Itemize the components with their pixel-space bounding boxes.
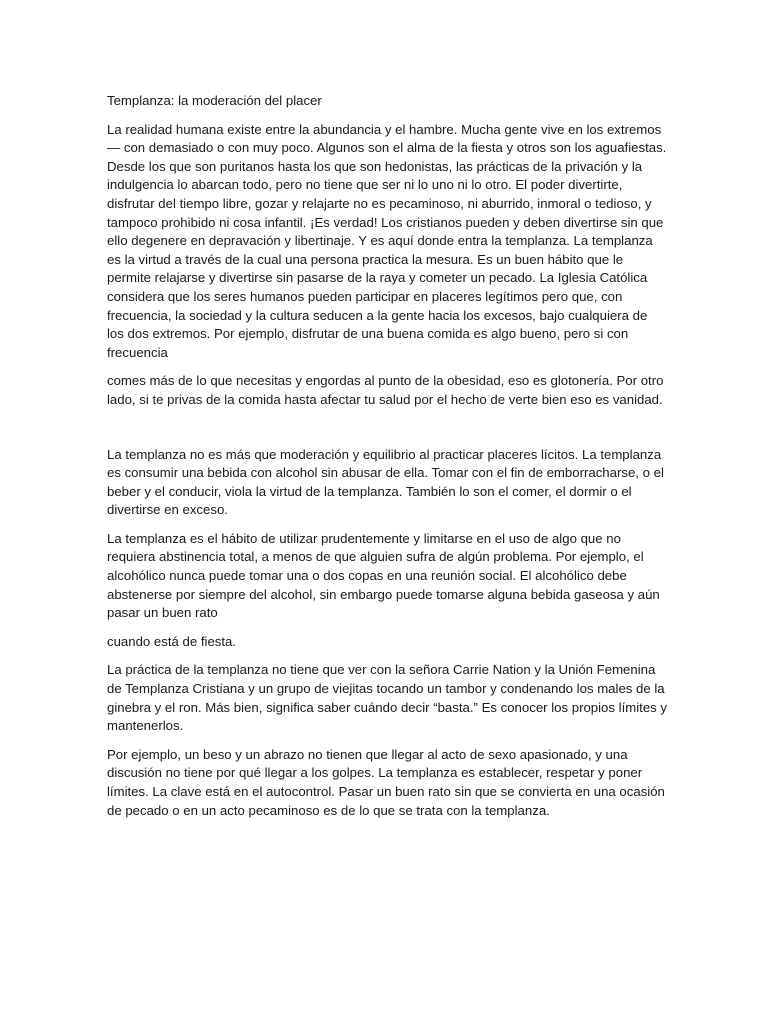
paragraph-2: comes más de lo que necesitas y engordas al punto de la obesidad, eso es glotonería. Por otro lado, si te privas de la comida hasta afectar tu salud por el hecho de verte bien eso es vanidad. — [107, 373, 664, 407]
paragraph-1: La realidad humana existe entre la abundancia y el hambre. Mucha gente vive en los extremos — con demasiado o con muy poco. Algunos son el alma de la fiesta y otros son los aguafiestas. Desde los que son puritanos hasta los que son hedonistas, las prácticas de la privación y la indulgencia lo abarcan todo, pero no tiene que ser ni lo uno ni lo otro. El poder divertirte, disfrutar del tiempo libre, gozar y relajarte no es pecaminoso, ni aburrido, inmoral o tedioso, y tampoco prohibido ni cosa infantil. ¡Es verdad! Los cristianos pueden y deben divertirse sin que ello degenere en depravación y libertinaje. Y es aquí donde entra la templanza. La templanza es la virtud a través de la cual una persona practica la mesura. Es un buen hábito que le permite relajarse y divertirse sin pasarse de la raya y cometer un pecado. La Iglesia Católica considera que los seres humanos pueden participar en placeres legítimos pero que, con frecuencia, la sociedad y la cultura seducen a la gente hacia los excesos, bajo cualquiera de los dos extremos. Por ejemplo, disfrutar de una buena comida es algo bueno, pero si con frecuencia — [107, 121, 667, 360]
document-body — [107, 92, 667, 830]
paragraph-4: La templanza es el hábito de utilizar prudentemente y limitarse en el uso de algo que no requiera abstinencia total, a menos de que alguien sufra de algún problema. Por ejemplo, el alcohólico nunca puede tomar una o dos copas en una reunión social. El alcohólico debe abstenerse por siempre del alcohol, sin embargo puede tomarse alguna bebida gaseosa y aún pasar un buen rato — [107, 530, 660, 621]
paragraph-6: La práctica de la templanza no tiene que ver con la señora Carrie Nation y la Unión Femenina de Templanza Cristiana y un grupo de viejitas tocando un tambor y condenando los males de la ginebra y el ron. Más bien, significa saber cuándo decir “basta.” Es conocer los propios límites y mantenerlos. — [107, 662, 668, 734]
paragraph-5: cuando está de fiesta. — [107, 633, 237, 649]
paragraph-3: La templanza no es más que moderación y equilibrio al practicar placeres lícitos. La templanza es consumir una bebida con alcohol sin abusar de ella. Tomar con el fin de emborracharse, o el beber y el conducir, viola la virtud de la templanza. También lo son el comer, el dormir o el divertirse en exceso. — [107, 446, 664, 518]
document-title: Templanza: la moderación del placer — [107, 93, 322, 108]
paragraph-7: Por ejemplo, un beso y un abrazo no tienen que llegar al acto de sexo apasionado, y una discusión no tiene por qué llegar a los golpes. La templanza es establecer, respetar y poner límites. La clave está en el autocontrol. Pasar un buen rato sin que se convierta en una ocasión de pecado o en un acto pecaminoso es de lo que se trata con la templanza. — [107, 746, 665, 818]
